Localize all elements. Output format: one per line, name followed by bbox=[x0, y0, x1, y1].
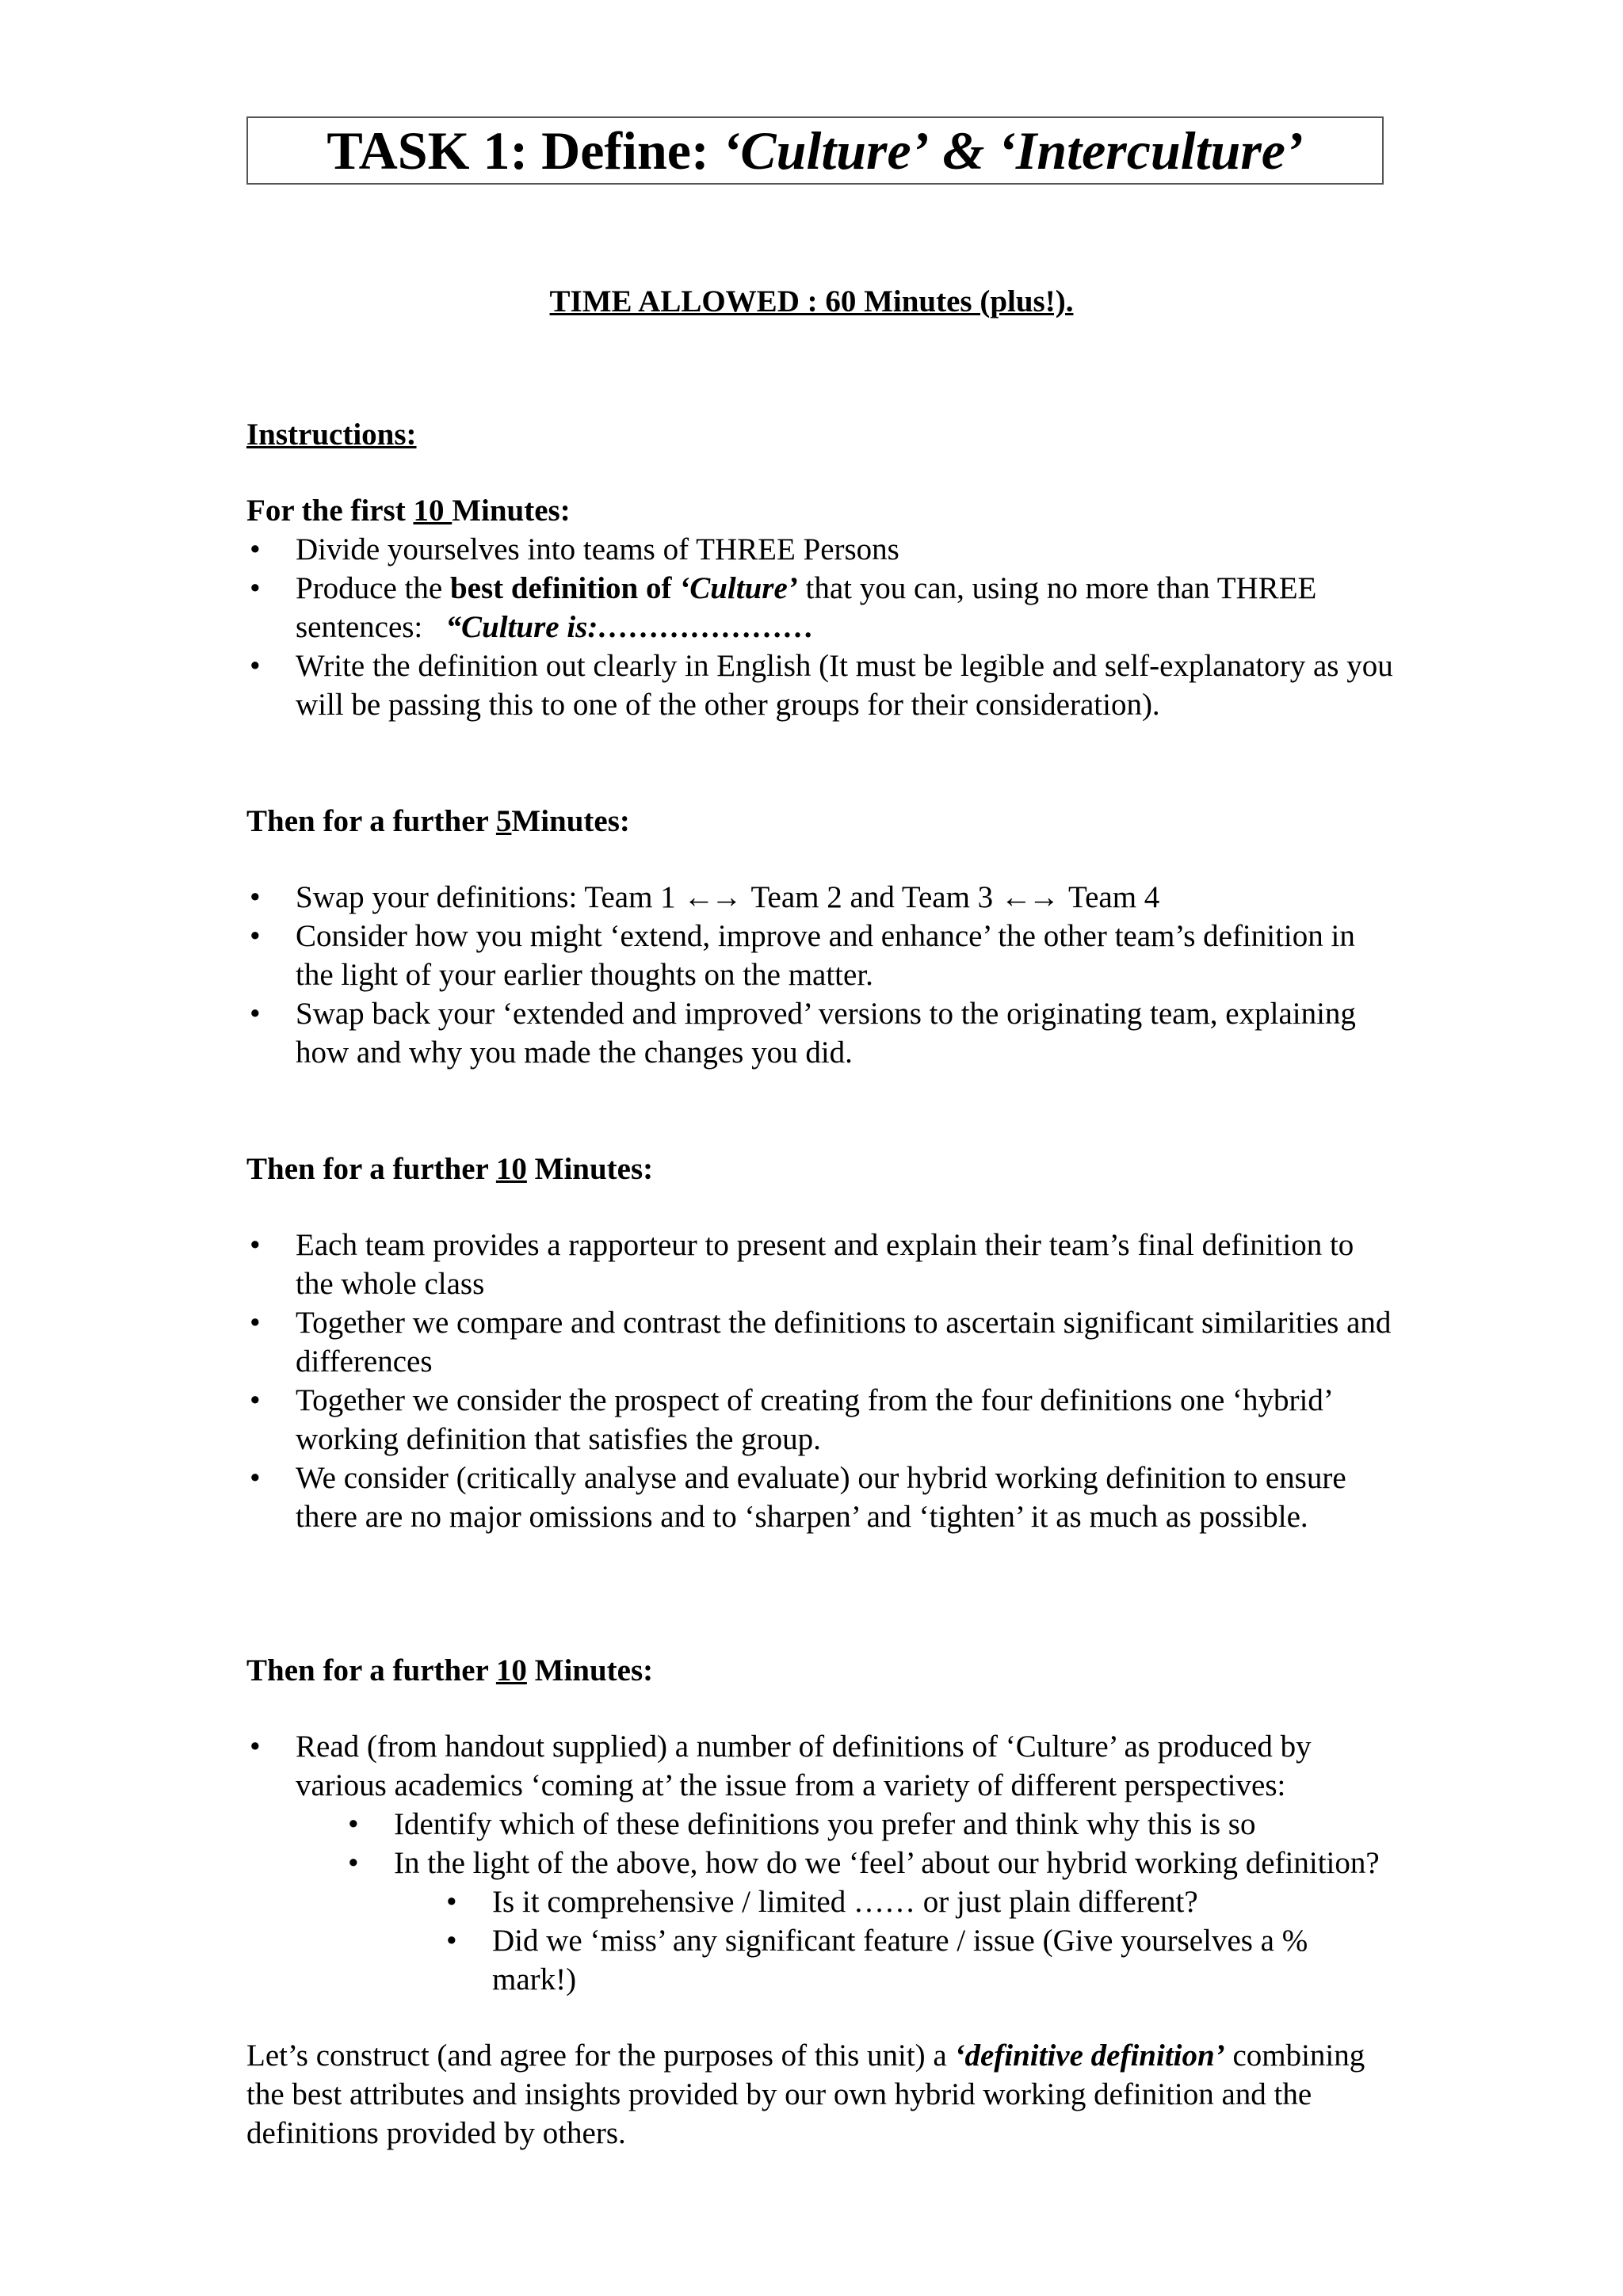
heading-number: 10 bbox=[495, 1152, 527, 1186]
sub-sub-list bbox=[443, 1882, 1396, 1999]
culture-is-prompt: “Culture is:………………… bbox=[445, 610, 815, 644]
list-item: • Swap back your ‘extended and improved’ versions to the originating team, explaining how and why you made the changes you did. bbox=[246, 994, 1396, 1072]
bullet-list-3 bbox=[246, 1226, 1396, 1536]
heading-text: Then for a further bbox=[246, 804, 489, 838]
sub-sub-list-item: • Did we ‘miss’ any significant feature / issue (Give yourselves a % mark!) bbox=[443, 1921, 1396, 1999]
title-prefix: TASK 1: Define: bbox=[327, 120, 709, 181]
bullet-list-2 bbox=[246, 878, 1396, 1072]
list-item: • Produce the best definition of ‘Culture’ that you can, using no more than THREE sentences: “Culture is:………………… bbox=[246, 569, 1396, 646]
heading-text: Minutes: bbox=[452, 494, 571, 528]
title-amp: & bbox=[942, 120, 985, 181]
bullet-list-1 bbox=[246, 530, 1396, 724]
heading-text: Minutes: bbox=[534, 1653, 654, 1688]
title-culture: ‘Culture’ bbox=[722, 120, 930, 181]
closing-paragraph: Let’s construct (and agree for the purposes of this unit) a ‘definitive definition’ combining the best attributes and insights provided by our own hybrid working definition and the definitions provided by others. bbox=[246, 2039, 1365, 2150]
swap-arrow-icon: ←→ bbox=[683, 880, 739, 914]
list-item: • Swap your definitions: Team 1 ←→ Team 2 and Team 3 ←→ Team 4 bbox=[246, 878, 1396, 917]
section-heading-2 bbox=[246, 802, 1396, 841]
section-heading-1 bbox=[246, 491, 1396, 530]
bullet-list-4 bbox=[246, 1727, 1396, 1999]
section-heading-4 bbox=[246, 1651, 1396, 1690]
heading-text: Then for a further bbox=[246, 1653, 489, 1688]
heading-text: Then for a further bbox=[246, 1152, 489, 1186]
heading-text: For the first bbox=[246, 494, 406, 528]
list-item: • Together we compare and contrast the definitions to ascertain significant similarities and differences bbox=[246, 1303, 1396, 1381]
definitive-definition: ‘definitive definition’ bbox=[954, 2039, 1225, 2073]
sub-list-item: • In the light of the above, how do we ‘feel’ about our hybrid working definition? • Is it comprehensive / limited …… or just plain different? • Did we ‘miss’ any significant feature / issue (Give yourselves a % mark!) bbox=[345, 1844, 1396, 1999]
list-item: • Each team provides a rapporteur to present and explain their team’s final definition to the whole class bbox=[246, 1226, 1396, 1303]
instructions-heading: Instructions: bbox=[246, 418, 417, 452]
list-item: • Consider how you might ‘extend, improve and enhance’ the other team’s definition in the light of your earlier thoughts on the matter. bbox=[246, 917, 1396, 994]
time-allowed: TIME ALLOWED : 60 Minutes (plus!). bbox=[549, 284, 1074, 318]
sub-sub-list-item: • Is it comprehensive / limited …… or just plain different? bbox=[443, 1882, 1396, 1921]
title-box bbox=[246, 116, 1384, 185]
list-item: • Divide yourselves into teams of THREE Persons bbox=[246, 530, 1396, 569]
heading-text: Minutes: bbox=[534, 1152, 654, 1186]
heading-number: 10 bbox=[495, 1653, 527, 1688]
heading-number: 10 bbox=[413, 494, 445, 528]
list-item: • Write the definition out clearly in English (It must be legible and self-explanatory as you will be passing this to one of the other groups for their consideration). bbox=[246, 646, 1396, 724]
sub-list-item: • Identify which of these definitions you prefer and think why this is so bbox=[345, 1805, 1396, 1844]
sub-list bbox=[345, 1805, 1396, 1999]
title-interculture: ‘Interculture’ bbox=[998, 120, 1304, 181]
list-item: • Together we consider the prospect of creating from the four definitions one ‘hybrid’ working definition that satisfies the group. bbox=[246, 1381, 1396, 1459]
list-item: • We consider (critically analyse and evaluate) our hybrid working definition to ensure there are no major omissions and to ‘sharpen’ and ‘tighten’ it as much as possible. bbox=[246, 1459, 1396, 1536]
heading-text: Minutes: bbox=[511, 804, 630, 838]
section-heading-3 bbox=[246, 1150, 1396, 1188]
list-item: • Read (from handout supplied) a number of definitions of ‘Culture’ as produced by various academics ‘coming at’ the issue from a variety of different perspectives: • Identify which of these definitions you prefer and think why this is so • In the light of the above, how do we ‘feel’ about our hybrid working definition? • Is it comprehensive / limited …… or just plain different? • Did we ‘miss’ any significant feature / issue (Give yourselves a % mark!) bbox=[246, 1727, 1396, 1999]
content bbox=[246, 415, 1396, 2153]
heading-number: 5 bbox=[495, 804, 512, 838]
swap-arrow-icon: ←→ bbox=[1000, 880, 1056, 914]
